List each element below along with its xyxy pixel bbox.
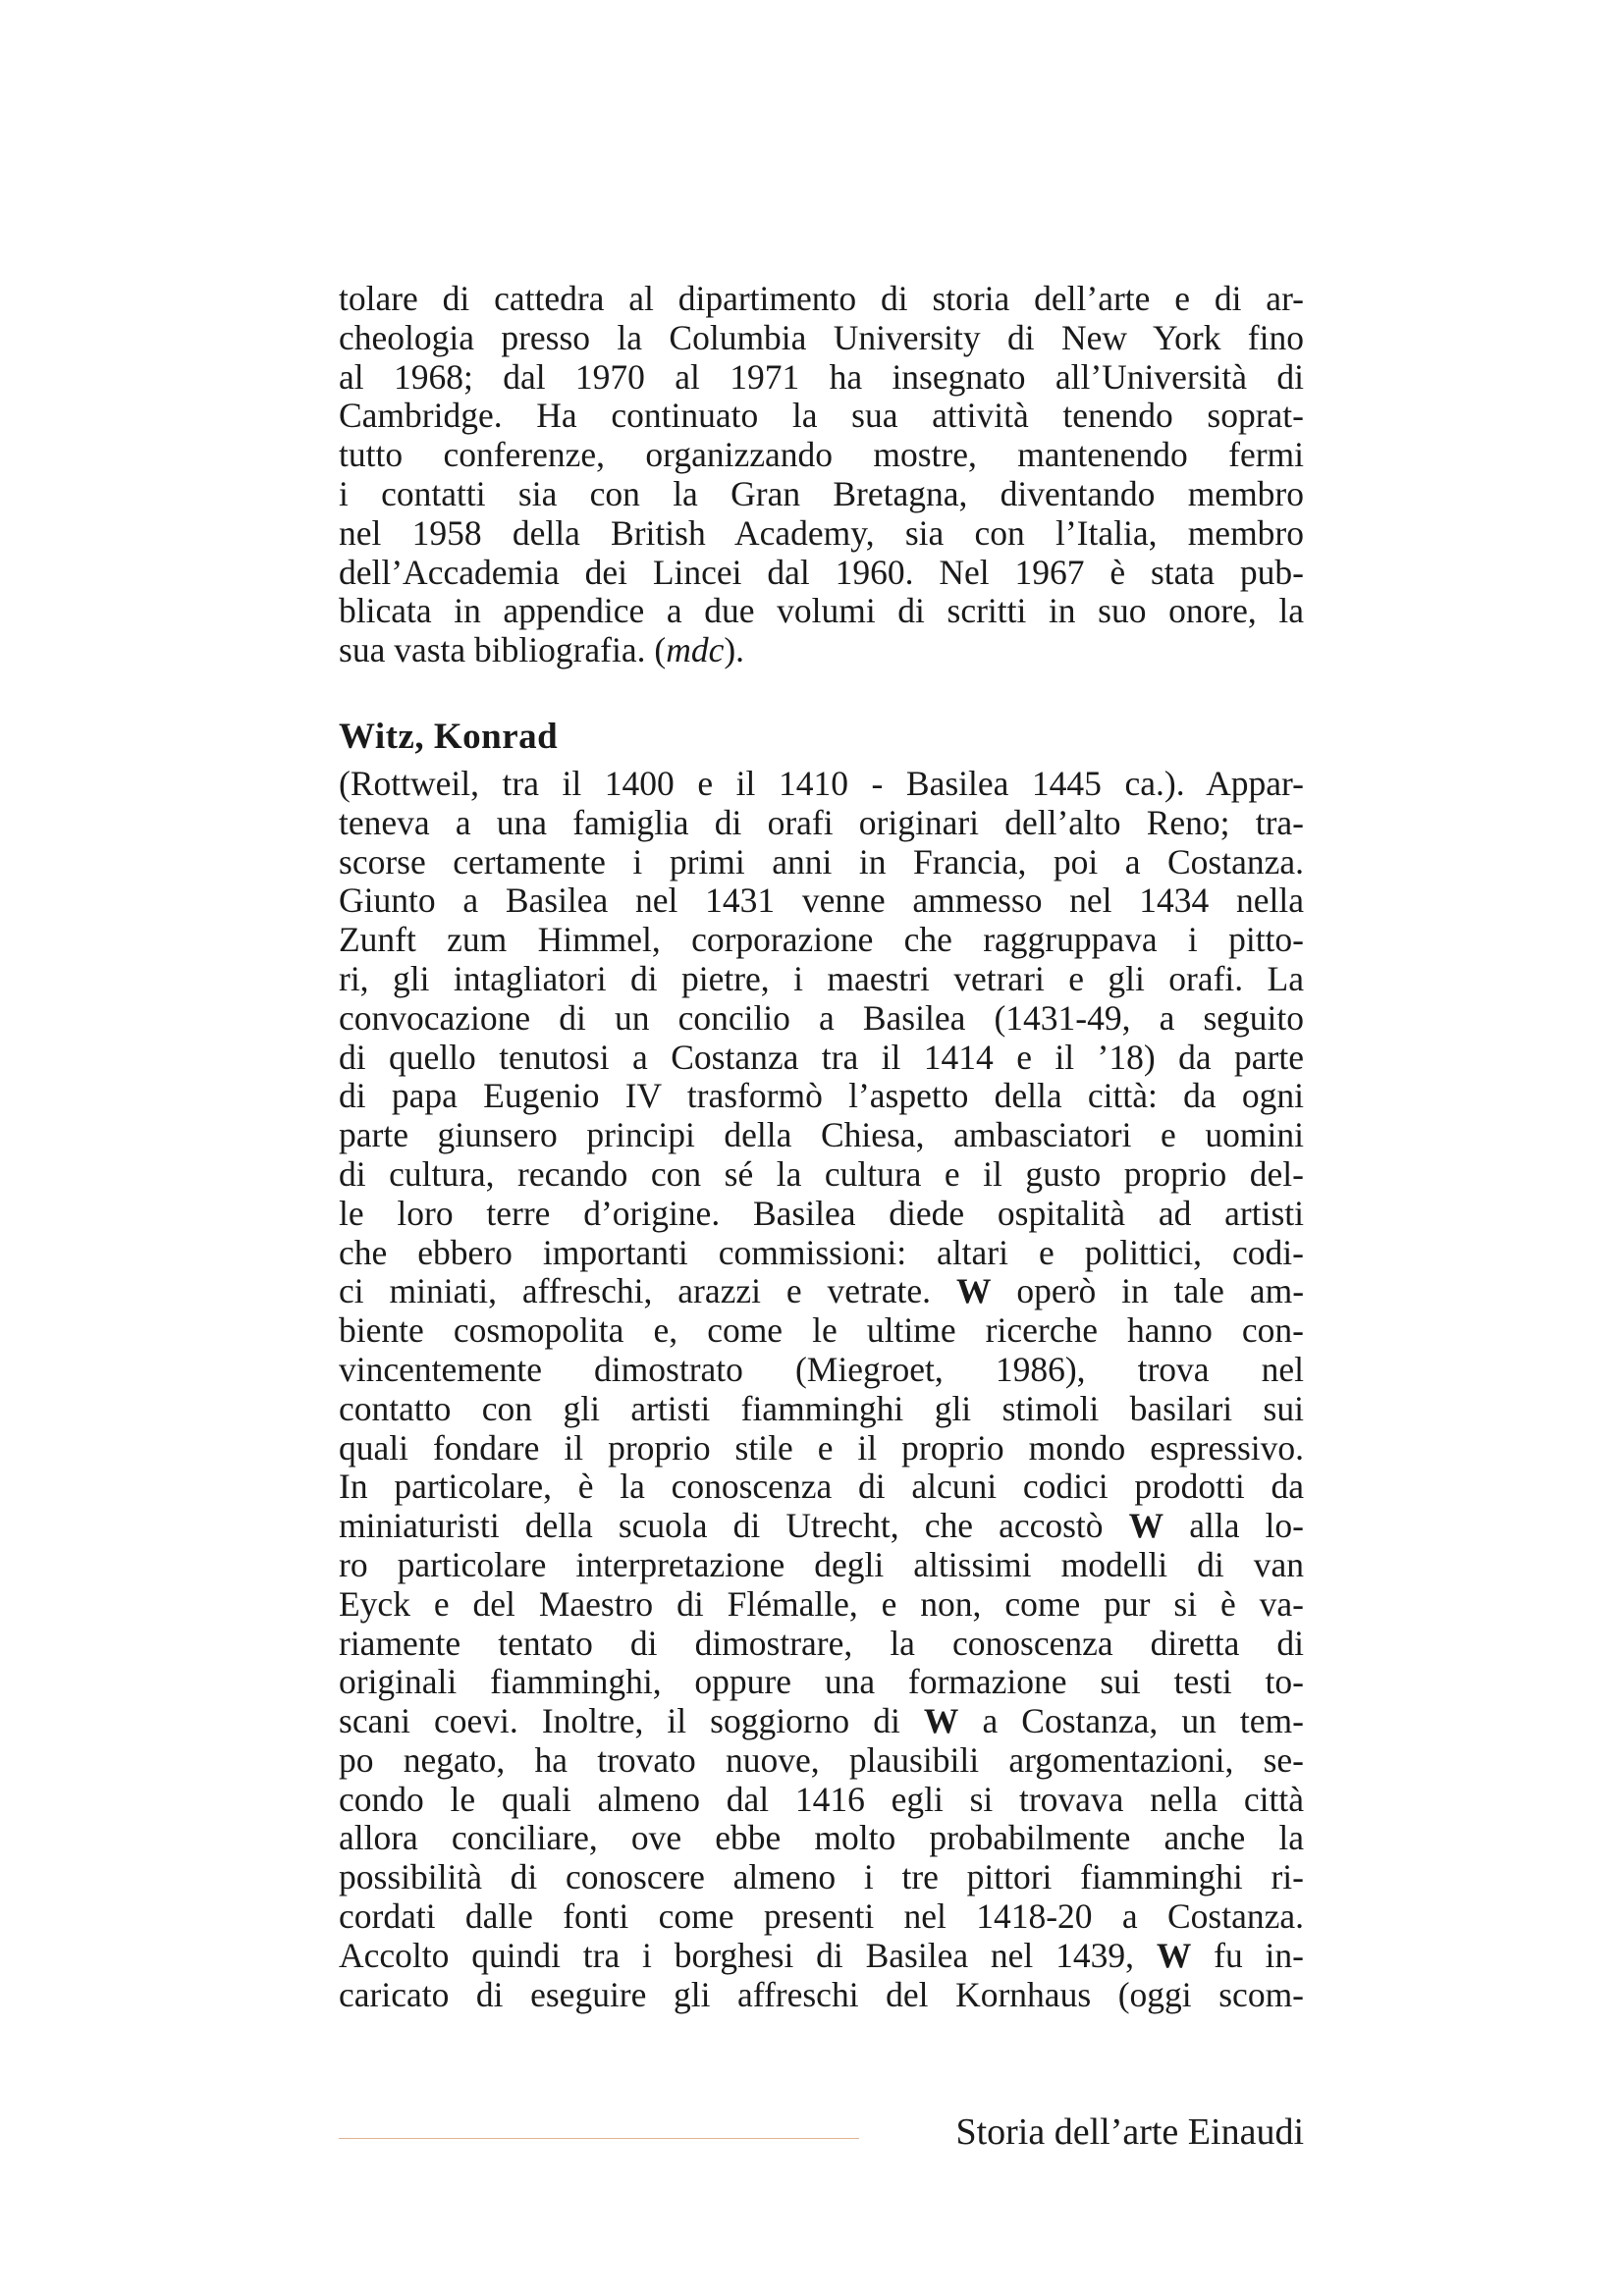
text-line: vincentemente dimostrato (Miegroet, 1986), trova nel: [339, 1349, 1304, 1389]
text-line: caricato di eseguire gli affreschi del Kornhaus (oggi scom-: [339, 1974, 1304, 2014]
text-line: parte giunsero principi della Chiesa, ambasciatori e uomini: [339, 1115, 1304, 1155]
text-line: al 1968; dal 1970 al 1971 ha insegnato all’Università di: [339, 356, 1304, 397]
text-line: teneva a una famiglia di orafi originari dell’alto Reno; tra-: [339, 802, 1304, 842]
text-line: Accolto quindi tra i borghesi di Basilea nel 1439, W fu in-: [339, 1935, 1304, 1975]
text-line: Zunft zum Himmel, corporazione che raggruppava i pitto-: [339, 920, 1304, 960]
page-body: [339, 280, 1304, 2014]
text-fragment: sua vasta bibliografia. (: [339, 630, 667, 670]
text-line: originali fiamminghi, oppure una formazione sui testi to-: [339, 1662, 1304, 1702]
text-line: cheologia presso la Columbia University di New York fino: [339, 317, 1304, 357]
text-line: tutto conferenze, organizzando mostre, mantenendo fermi: [339, 435, 1304, 475]
artist-abbreviation: W: [1128, 1506, 1164, 1546]
artist-abbreviation: W: [1156, 1935, 1192, 1975]
text-line: di quello tenutosi a Costanza tra il 1414 e il ’18) da parte: [339, 1037, 1304, 1077]
text-line: miniaturisti della scuola di Utrecht, che accostò W alla lo-: [339, 1506, 1304, 1546]
text-line: di cultura, recando con sé la cultura e il gusto proprio del-: [339, 1153, 1304, 1194]
text-line: i contatti sia con la Gran Bretagna, diventando membro: [339, 473, 1304, 513]
text-line: (Rottweil, tra il 1400 e il 1410 - Basilea 1445 ca.). Appar-: [339, 763, 1304, 803]
text-line: che ebbero importanti commissioni: altari e polittici, codi-: [339, 1232, 1304, 1272]
text-line: Giunto a Basilea nel 1431 venne ammesso nel 1434 nella: [339, 881, 1304, 921]
text-line: ro particolare interpretazione degli altissimi modelli di van: [339, 1544, 1304, 1584]
text-line: quali fondare il proprio stile e il proprio mondo espressivo.: [339, 1427, 1304, 1468]
footer-publisher: Storia dell’arte Einaudi: [955, 2111, 1304, 2153]
author-initials: mdc: [666, 630, 725, 670]
text-line: cordati dalle fonti come presenti nel 1418-20 a Costanza.: [339, 1896, 1304, 1937]
text-line: ri, gli intagliatori di pietre, i maestri vetrari e gli orafi. La: [339, 958, 1304, 998]
text-line: nel 1958 della British Academy, sia con l’Italia, membro: [339, 512, 1304, 553]
text-line: contatto con gli artisti fiamminghi gli stimoli basilari sui: [339, 1388, 1304, 1428]
entry-heading: Witz, Konrad: [339, 716, 559, 757]
text-line: Eyck e del Maestro di Flémalle, e non, come pur si è va-: [339, 1583, 1304, 1624]
previous-entry-text: [339, 280, 1304, 670]
text-line: biente cosmopolita e, come le ultime ricerche hanno con-: [339, 1310, 1304, 1351]
text-line: riamente tentato di dimostrare, la conoscenza diretta di: [339, 1623, 1304, 1663]
text-line: di papa Eugenio IV trasformò l’aspetto della città: da ogni: [339, 1076, 1304, 1116]
text-line: scorse certamente i primi anni in Francia, poi a Costanza.: [339, 841, 1304, 881]
text-line: blicata in appendice a due volumi di scritti in suo onore, la: [339, 591, 1304, 631]
text-line: In particolare, è la conoscenza di alcuni codici prodotti da: [339, 1467, 1304, 1507]
text-line: possibilità di conoscere almeno i tre pittori fiamminghi ri-: [339, 1857, 1304, 1897]
footer-rule: [339, 2138, 859, 2139]
page-footer: [339, 2109, 1304, 2156]
text-line: condo le quali almeno dal 1416 egli si trovava nella città: [339, 1779, 1304, 1819]
entry-body-text: [339, 765, 1304, 2015]
text-line: convocazione di un concilio a Basilea (1431-49, a seguito: [339, 997, 1304, 1038]
text-line: ci miniati, affreschi, arazzi e vetrate. W operò in tale am-: [339, 1271, 1305, 1311]
text-line: [339, 631, 1304, 670]
text-line: po negato, ha trovato nuove, plausibili argomentazioni, se-: [339, 1739, 1304, 1780]
text-line: dell’Accademia dei Lincei dal 1960. Nel 1967 è stata pub-: [339, 552, 1304, 592]
text-line: scani coevi. Inoltre, il soggiorno di W a Costanza, un tem-: [339, 1701, 1304, 1741]
text-fragment: ).: [724, 630, 745, 670]
artist-abbreviation: W: [955, 1271, 992, 1311]
artist-abbreviation: W: [923, 1701, 959, 1741]
text-line: le loro terre d’origine. Basilea diede ospitalità ad artisti: [339, 1193, 1304, 1233]
text-line: tolare di cattedra al dipartimento di storia dell’arte e di ar-: [339, 279, 1304, 318]
text-line: allora conciliare, ove ebbe molto probabilmente anche la: [339, 1818, 1304, 1858]
text-line: Cambridge. Ha continuato la sua attività tenendo soprat-: [339, 396, 1304, 436]
